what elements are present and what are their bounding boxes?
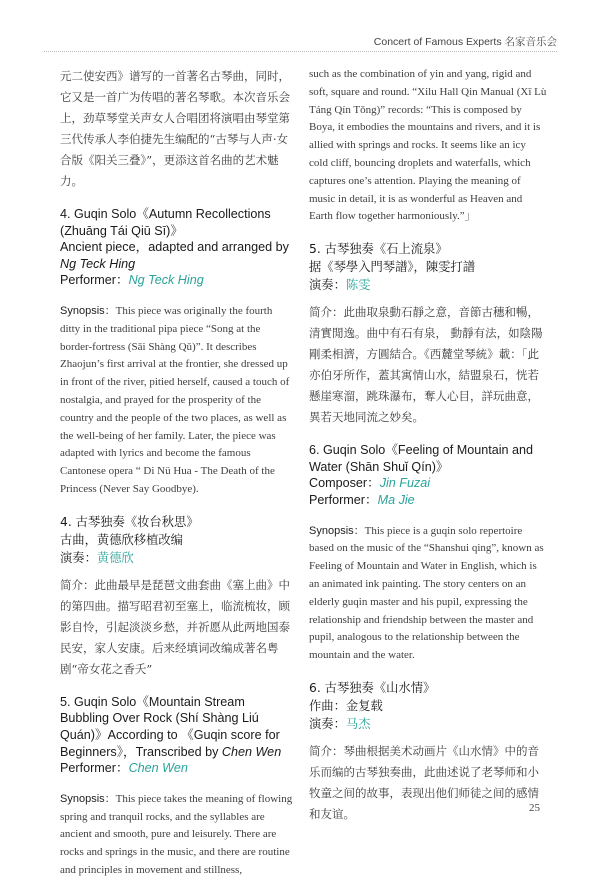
performer-name: Chen Wen — [128, 761, 188, 776]
piece-6-zh-heading: 6. 古琴独奏《山水情》 作曲：金复载 演奏：马杰 — [309, 680, 436, 731]
left-column — [60, 66, 295, 880]
performer-name: Ng Teck Hing — [128, 273, 204, 288]
composer-name: Jin Fuzai — [379, 476, 431, 491]
performer-name-zh: 马杰 — [345, 716, 371, 731]
piece-6-synopsis-en: Synopsis：This piece is a guqin solo repertoire based on the music of the “Shanshui qing”, known as Feeling of Mountain and Water in English, which is an animated ink painting. The story centers on an elderly guqin master and his pupil, expressing the relationship and friendship between the master and pupil, analogous to the relationship between the mountain and the water. — [309, 524, 544, 662]
performer-name-zh: 黄德欣 — [96, 550, 134, 565]
piece-4-synopsis-zh: 简介：此曲最早是琵琶文曲套曲《塞上曲》中的第四曲。描写昭君初至塞上，临流梳妆，顾影自怜，引起淡淡乡愁，并祈愿从此两地国泰民安，家人安康。后来经填词改编成著名粤剧“帝女花之香夭” — [60, 577, 290, 676]
arranger-name: Ng Teck Hing — [60, 256, 136, 271]
piece-4-synopsis-en: Synopsis：This piece was originally the fourth ditty in the traditional pipa piece “Song at the border-fortress (Sāi Shàng Qǔ)”. It describes Zhaojun’s first arrival at the frontier, she dressed up in front of the river, pitied herself, caused a touch of nostalgia, and prayed for the prosperity of the country and the people of the two places, as well as the well-being of her family. Later, the piece was adapted with lyrics and become the famous Cantonese opera “ Di Nü Hua - The Death of the Princess (Never Say Goodbye). — [60, 304, 290, 495]
piece-5-en-heading: 5. Guqin Solo《Mountain Stream Bubbling Over Rock (Shí Shàng Liú Quán)》According to 《Guqin score for Beginners》，Transcribed by Chen Wen Performer：Chen Wen — [60, 694, 282, 776]
performer-name: Ma Jie — [377, 492, 415, 507]
piece-5-synopsis-zh: 简介：此曲取泉動石靜之意，音節古穗和暢，清實閒逸。曲中有石有泉， 動靜有法，如陰陽剛柔相濟，方圓結合。《西麓堂琴統》載：「此亦伯牙所作，蓋其寓情山水，結盟泉石，恍若懸崖寒溜，跳珠瀑布，奪人心目，詳玩曲意，異若天地同流之妙矣。 — [309, 305, 543, 425]
piece-5-synopsis-en: Synopsis：This piece takes the meaning of flowing spring and tranquil rocks, and the syllables are ancient and smooth, pure and leisurely. There are rocks and springs in the music, and there are routine and principles in movement and stillness, — [60, 792, 293, 876]
piece-4-zh-heading: 4. 古琴独奏《妆台秋思》 古曲，黄德欣移植改编 演奏：黄德欣 — [60, 514, 199, 565]
right-column — [309, 66, 547, 825]
composer-name-zh: 金复载 — [345, 698, 383, 713]
piece-5-synopsis-en-continued: such as the combination of yin and yang, rigid and soft, square and round. “Xilu Hall Qin Manual (Xī Lù Táng Qín Tǒng)” records: “This is composed by Boya, it embodies the mountains and rivers, and it is allied with springs and rocks. It seems like an icy cold cliff, bouncing droplets and waterfalls, which captures one’s attention. Playing the meaning of music in detail, it is as wonderful as Heaven and Earth flow together harmoniously.”」 — [309, 68, 547, 223]
piece-6-en-heading: 6. Guqin Solo《Feeling of Mountain and Water (Shān Shuǐ Qín)》 Composer：Jin Fuzai Performer：Ma Jie — [309, 443, 534, 507]
piece-6-synopsis-zh: 简介：琴曲根据美术动画片《山水情》中的音乐而编的古琴独奏曲，此曲述说了老琴师和小牧童之间的故事，表现出他们师徒之间的感情和友谊。 — [309, 743, 539, 821]
performer-name-zh: 陈雯 — [345, 278, 371, 293]
intro-zh-paragraph: 元二使安西》谱写的一首著名古琴曲，同时，它又是一首广为传唱的著名琴歌。本次音乐会上，劲草琴堂关声女人合唱团将演唱由琴堂第三代传承人李伯捷先生编配的“古琴与人声·女合版《阳关三叠》”，更添这首名曲的艺术魅力。 — [60, 69, 290, 188]
header-title: Concert of Famous Experts 名家音乐会 — [373, 36, 557, 48]
page-number: 25 — [529, 802, 540, 814]
transcriber-name: Chen Wen — [221, 744, 282, 759]
page-header — [44, 30, 557, 52]
piece-4-en-heading: 4. Guqin Solo《Autumn Recollections (Zhuāng Tái Qiū Sī)》 Ancient piece，adapted and arranged by Ng Teck Hing Performer：Ng Teck Hing — [60, 206, 295, 289]
piece-5-zh-heading: 5. 古琴独奏《石上流泉》 据《琴學入門琴譜》，陳雯打譜 演奏：陈雯 — [309, 242, 476, 293]
